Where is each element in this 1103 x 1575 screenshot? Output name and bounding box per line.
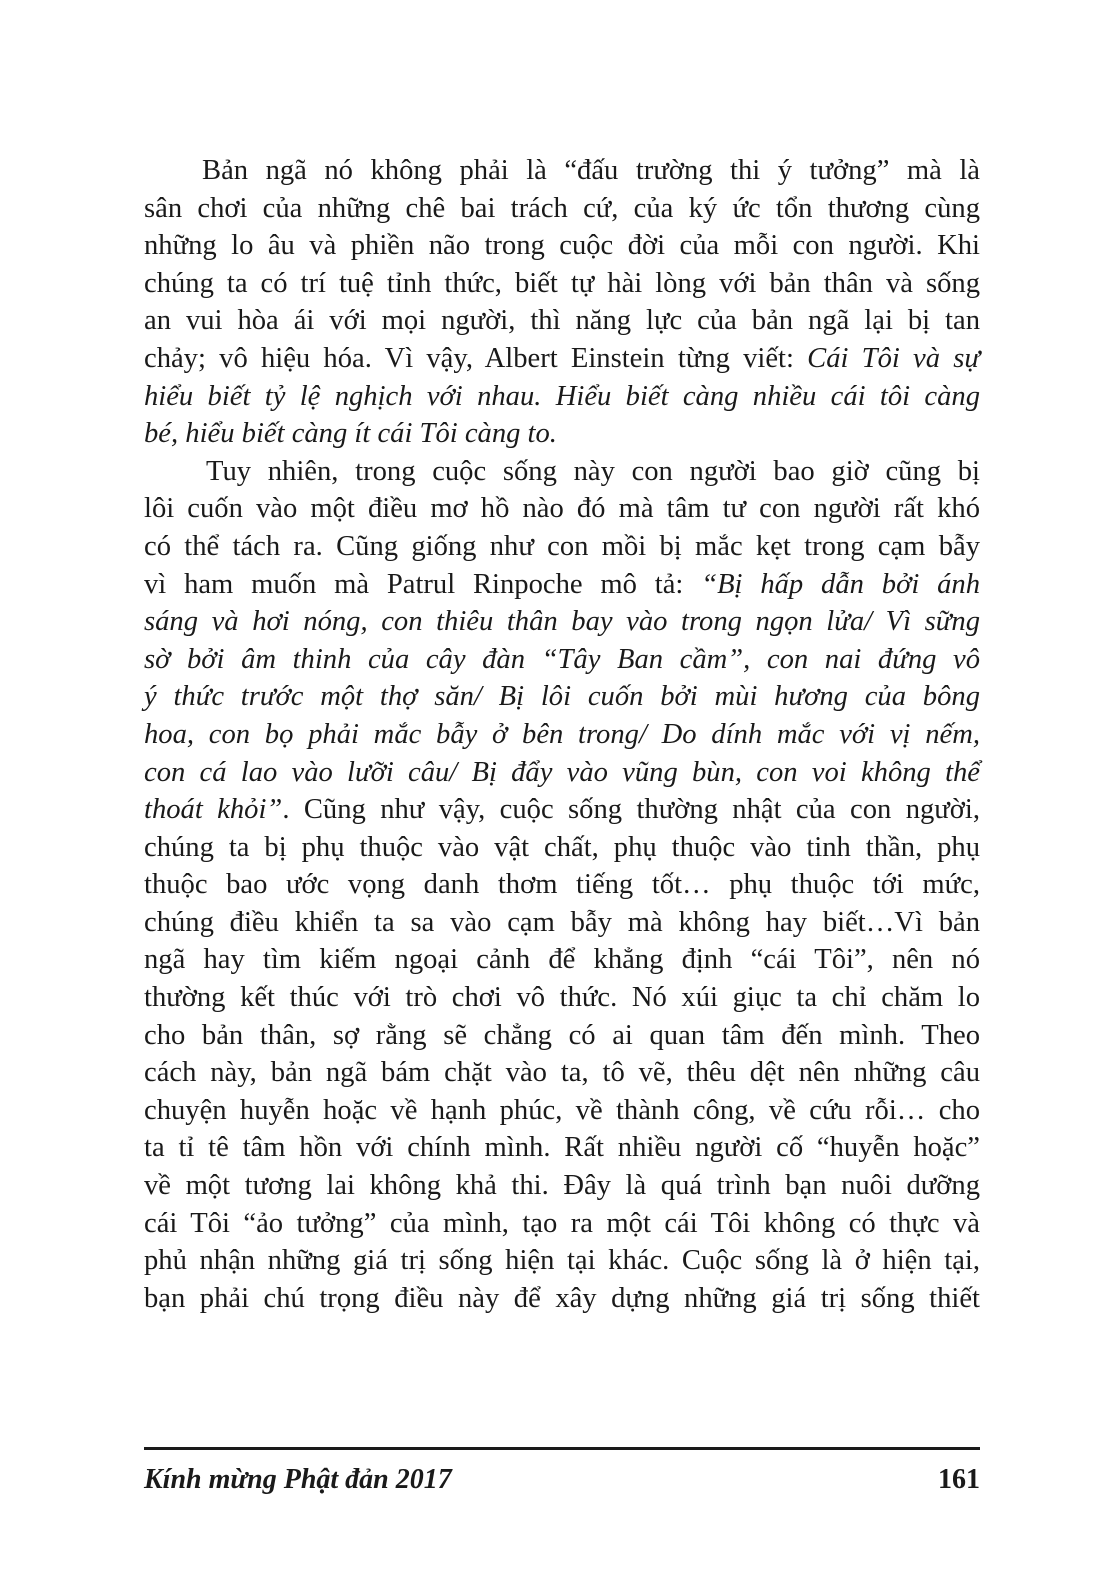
quote-line: sờ bởi âm thinh của cây đàn “Tây Ban cầm”, con nai đứng vô: [144, 643, 980, 675]
footer-title: Kính mừng Phật đản 2017: [144, 1464, 452, 1495]
paragraph-2: [144, 453, 980, 1318]
quote-line: hoa, con bọ phải mắc bẫy ở bên trong/ Do dính mắc với vị nếm,: [144, 718, 980, 750]
text-span: chảy; vô hiệu hóa. Vì vậy, Albert Einstein từng viết:: [144, 342, 808, 374]
text-line: phủ nhận những giá trị sống hiện tại khác. Cuộc sống là ở hiện tại,: [144, 1245, 980, 1277]
text-line: an vui hòa ái với mọi người, thì năng lực của bản ngã lại bị tan: [144, 305, 980, 337]
text-line: chúng ta có trí tuệ tỉnh thức, biết tự hài lòng với bản thân và sống: [144, 267, 980, 299]
text-line: Tuy nhiên, trong cuộc sống này con người bao giờ cũng bị: [206, 455, 980, 487]
quote-line: hiểu biết tỷ lệ nghịch với nhau. Hiểu biết càng nhiều cái tôi càng: [144, 380, 980, 412]
text-line: những lo âu và phiền não trong cuộc đời của mỗi con người. Khi: [144, 230, 980, 262]
quote-line: ý thức trước một thợ săn/ Bị lôi cuốn bởi mùi hương của bông: [144, 681, 980, 713]
text-span: . Cũng như vậy, cuộc sống thường nhật của con người,: [282, 794, 980, 826]
quote-line: bé, hiểu biết càng ít cái Tôi càng to.: [144, 418, 557, 450]
text-line: cách này, bản ngã bám chặt vào ta, tô vẽ, thêu dệt nên những câu: [144, 1057, 980, 1089]
body-text: [144, 152, 980, 1317]
text-line: về một tương lai không khả thi. Đây là quá trình bạn nuôi dưỡng: [144, 1170, 980, 1202]
text-line: [144, 791, 980, 829]
text-line: chúng ta bị phụ thuộc vào vật chất, phụ thuộc vào tinh thần, phụ: [144, 831, 980, 863]
footer-divider: [144, 1447, 980, 1450]
quote-line: sáng và hơi nóng, con thiêu thân bay vào trong ngọn lửa/ Vì sững: [144, 606, 980, 638]
text-line: thuộc bao ước vọng danh thơm tiếng tốt… phụ thuộc tới mức,: [144, 869, 980, 901]
text-line: lôi cuốn vào một điều mơ hồ nào đó mà tâm tư con người rất khó: [144, 493, 980, 525]
text-line: chúng điều khiển ta sa vào cạm bẫy mà không hay biết…Vì bản: [144, 906, 980, 938]
text-line: thường kết thúc với trò chơi vô thức. Nó xúi giục ta chỉ chăm lo: [144, 982, 980, 1014]
page-number: 161: [938, 1464, 980, 1495]
text-line: [144, 340, 980, 378]
text-span: vì ham muốn mà Patrul Rinpoche mô tả:: [144, 568, 702, 600]
quote-line: con cá lao vào lưỡi câu/ Bị đẩy vào vũng bùn, con voi không thể: [144, 756, 980, 788]
paragraph-1: [144, 152, 980, 453]
quote-span: Cái Tôi và sự: [807, 342, 980, 374]
text-line: sân chơi của những chê bai trách cứ, của ký ức tổn thương cùng: [144, 192, 980, 224]
text-line: chuyện huyễn hoặc về hạnh phúc, về thành công, về cứu rỗi… cho: [144, 1094, 980, 1126]
quote-span: “Bị hấp dẫn bởi ánh: [701, 568, 980, 600]
text-line: Bản ngã nó không phải là “đấu trường thi ý tưởng” mà là: [202, 155, 980, 186]
text-line: ngã hay tìm kiếm ngoại cảnh để khẳng định “cái Tôi”, nên nó: [144, 944, 980, 976]
text-line: cho bản thân, sợ rằng sẽ chẳng có ai quan tâm đến mình. Theo: [144, 1019, 980, 1051]
text-line: cái Tôi “ảo tưởng” của mình, tạo ra một cái Tôi không có thực và: [144, 1207, 980, 1239]
text-line: [144, 566, 980, 604]
text-line: bạn phải chú trọng điều này để xây dựng những giá trị sống thiết: [144, 1282, 980, 1314]
quote-span: thoát khỏi”: [144, 794, 283, 826]
text-line: ta tỉ tê tâm hồn với chính mình. Rất nhiều người cố “huyễn hoặc”: [144, 1132, 980, 1164]
text-line: có thể tách ra. Cũng giống như con mồi bị mắc kẹt trong cạm bẫy: [144, 530, 980, 562]
